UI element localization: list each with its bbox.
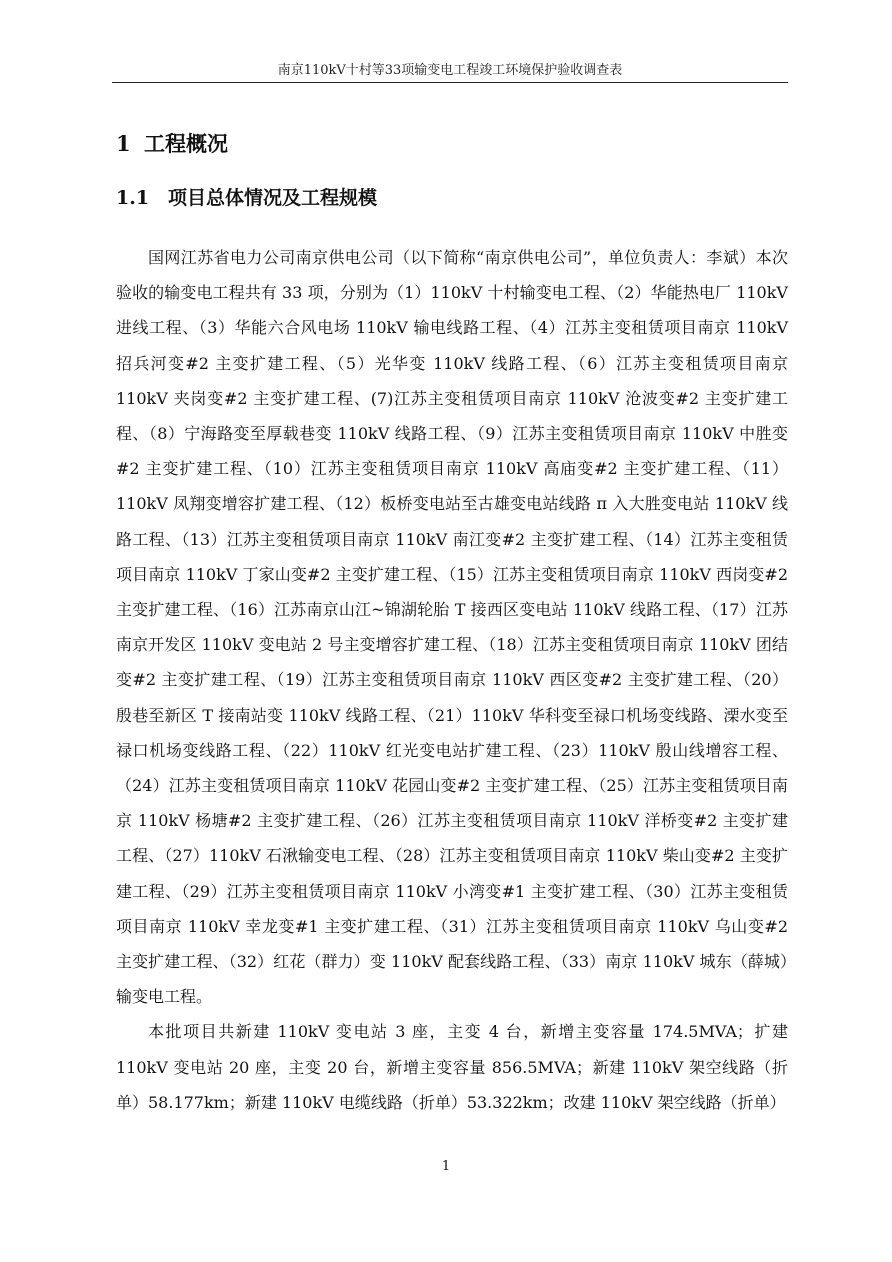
section-title: 工程概况 (144, 131, 228, 156)
section-heading (116, 129, 228, 159)
subsection-title: 项目总体情况及工程规模 (168, 187, 378, 209)
page-number: 1 (441, 1159, 451, 1174)
body-text (116, 240, 788, 1120)
paragraph-project-list: 国网江苏省电力公司南京供电公司（以下简称“南京供电公司”，单位负责人：李斌）本次验收的输变电工程共有 33 项，分别为（1）110kV 十村输变电工程、（2）华能热电厂 110kV 进线工程、（3）华能六合风电场 110kV 输电线路工程、（4）江苏主变租赁项目南京 110kV 招兵河变#2 主变扩建工程、（5）光华变 110kV 线路工程、（6）江苏主变租赁项目南京 110kV 夹岗变#2 主变扩建工程、(7)江苏主变租赁项目南京 110kV 沧波变#2 主变扩建工程、（8）宁海路变至厚载巷变 110kV 线路工程、（9）江苏主变租赁项目南京 110kV 中胜变#2 主变扩建工程、（10）江苏主变租赁项目南京 110kV 高庙变#2 主变扩建工程、（11）110kV 凤翔变增容扩建工程、（12）板桥变电站至古雄变电站线路 π 入大胜变电站 110kV 线路工程、（13）江苏主变租赁项目南京 110kV 南江变#2 主变扩建工程、（14）江苏主变租赁项目南京 110kV 丁家山变#2 主变扩建工程、（15）江苏主变租赁项目南京 110kV 西岗变#2 主变扩建工程、（16）江苏南京山江~锦湖轮胎 T 接西区变电站 110kV 线路工程、（17）江苏南京开发区 110kV 变电站 2 号主变增容扩建工程、（18）江苏主变租赁项目南京 110kV 团结变#2 主变扩建工程、（19）江苏主变租赁项目南京 110kV 西区变#2 主变扩建工程、（20）殷巷至新区 T 接南站变 110kV 线路工程、（21）110kV 华科变至禄口机场变线路、溧水变至禄口机场变线路工程、（22）110kV 红光变电站扩建工程、（23）110kV 殷山线增容工程、（24）江苏主变租赁项目南京 110kV 花园山变#2 主变扩建工程、（25）江苏主变租赁项目南京 110kV 杨塘#2 主变扩建工程、（26）江苏主变租赁项目南京 110kV 洋桥变#2 主变扩建工程、（27）110kV 石湫输变电工程、（28）江苏主变租赁项目南京 110kV 柴山变#2 主变扩建工程、（29）江苏主变租赁项目南京 110kV 小湾变#1 主变扩建工程、（30）江苏主变租赁项目南京 110kV 幸龙变#1 主变扩建工程、（31）江苏主变租赁项目南京 110kV 乌山变#2 主变扩建工程、（32）红花（群力）变 110kV 配套线路工程、（33）南京 110kV 城东（薛城）输变电工程。 (116, 248, 788, 1007)
section-number: 1 (116, 131, 131, 156)
subsection-heading (116, 184, 377, 212)
paragraph-project-scale: 本批项目共新建 110kV 变电站 3 座，主变 4 台，新增主变容量 174.5MVA；扩建 110kV 变电站 20 座，主变 20 台，新增主变容量 856.5MVA；新建 110kV 架空线路（折单）58.177km；新建 110kV 电缆线路（折单）53.322km；改建 110kV 架空线路（折单） (116, 1022, 788, 1112)
header-rule (112, 82, 788, 83)
running-header: 南京110kV十村等33项输变电工程竣工环境保护验收调查表 (277, 63, 623, 78)
subsection-number: 1.1 (116, 187, 150, 209)
